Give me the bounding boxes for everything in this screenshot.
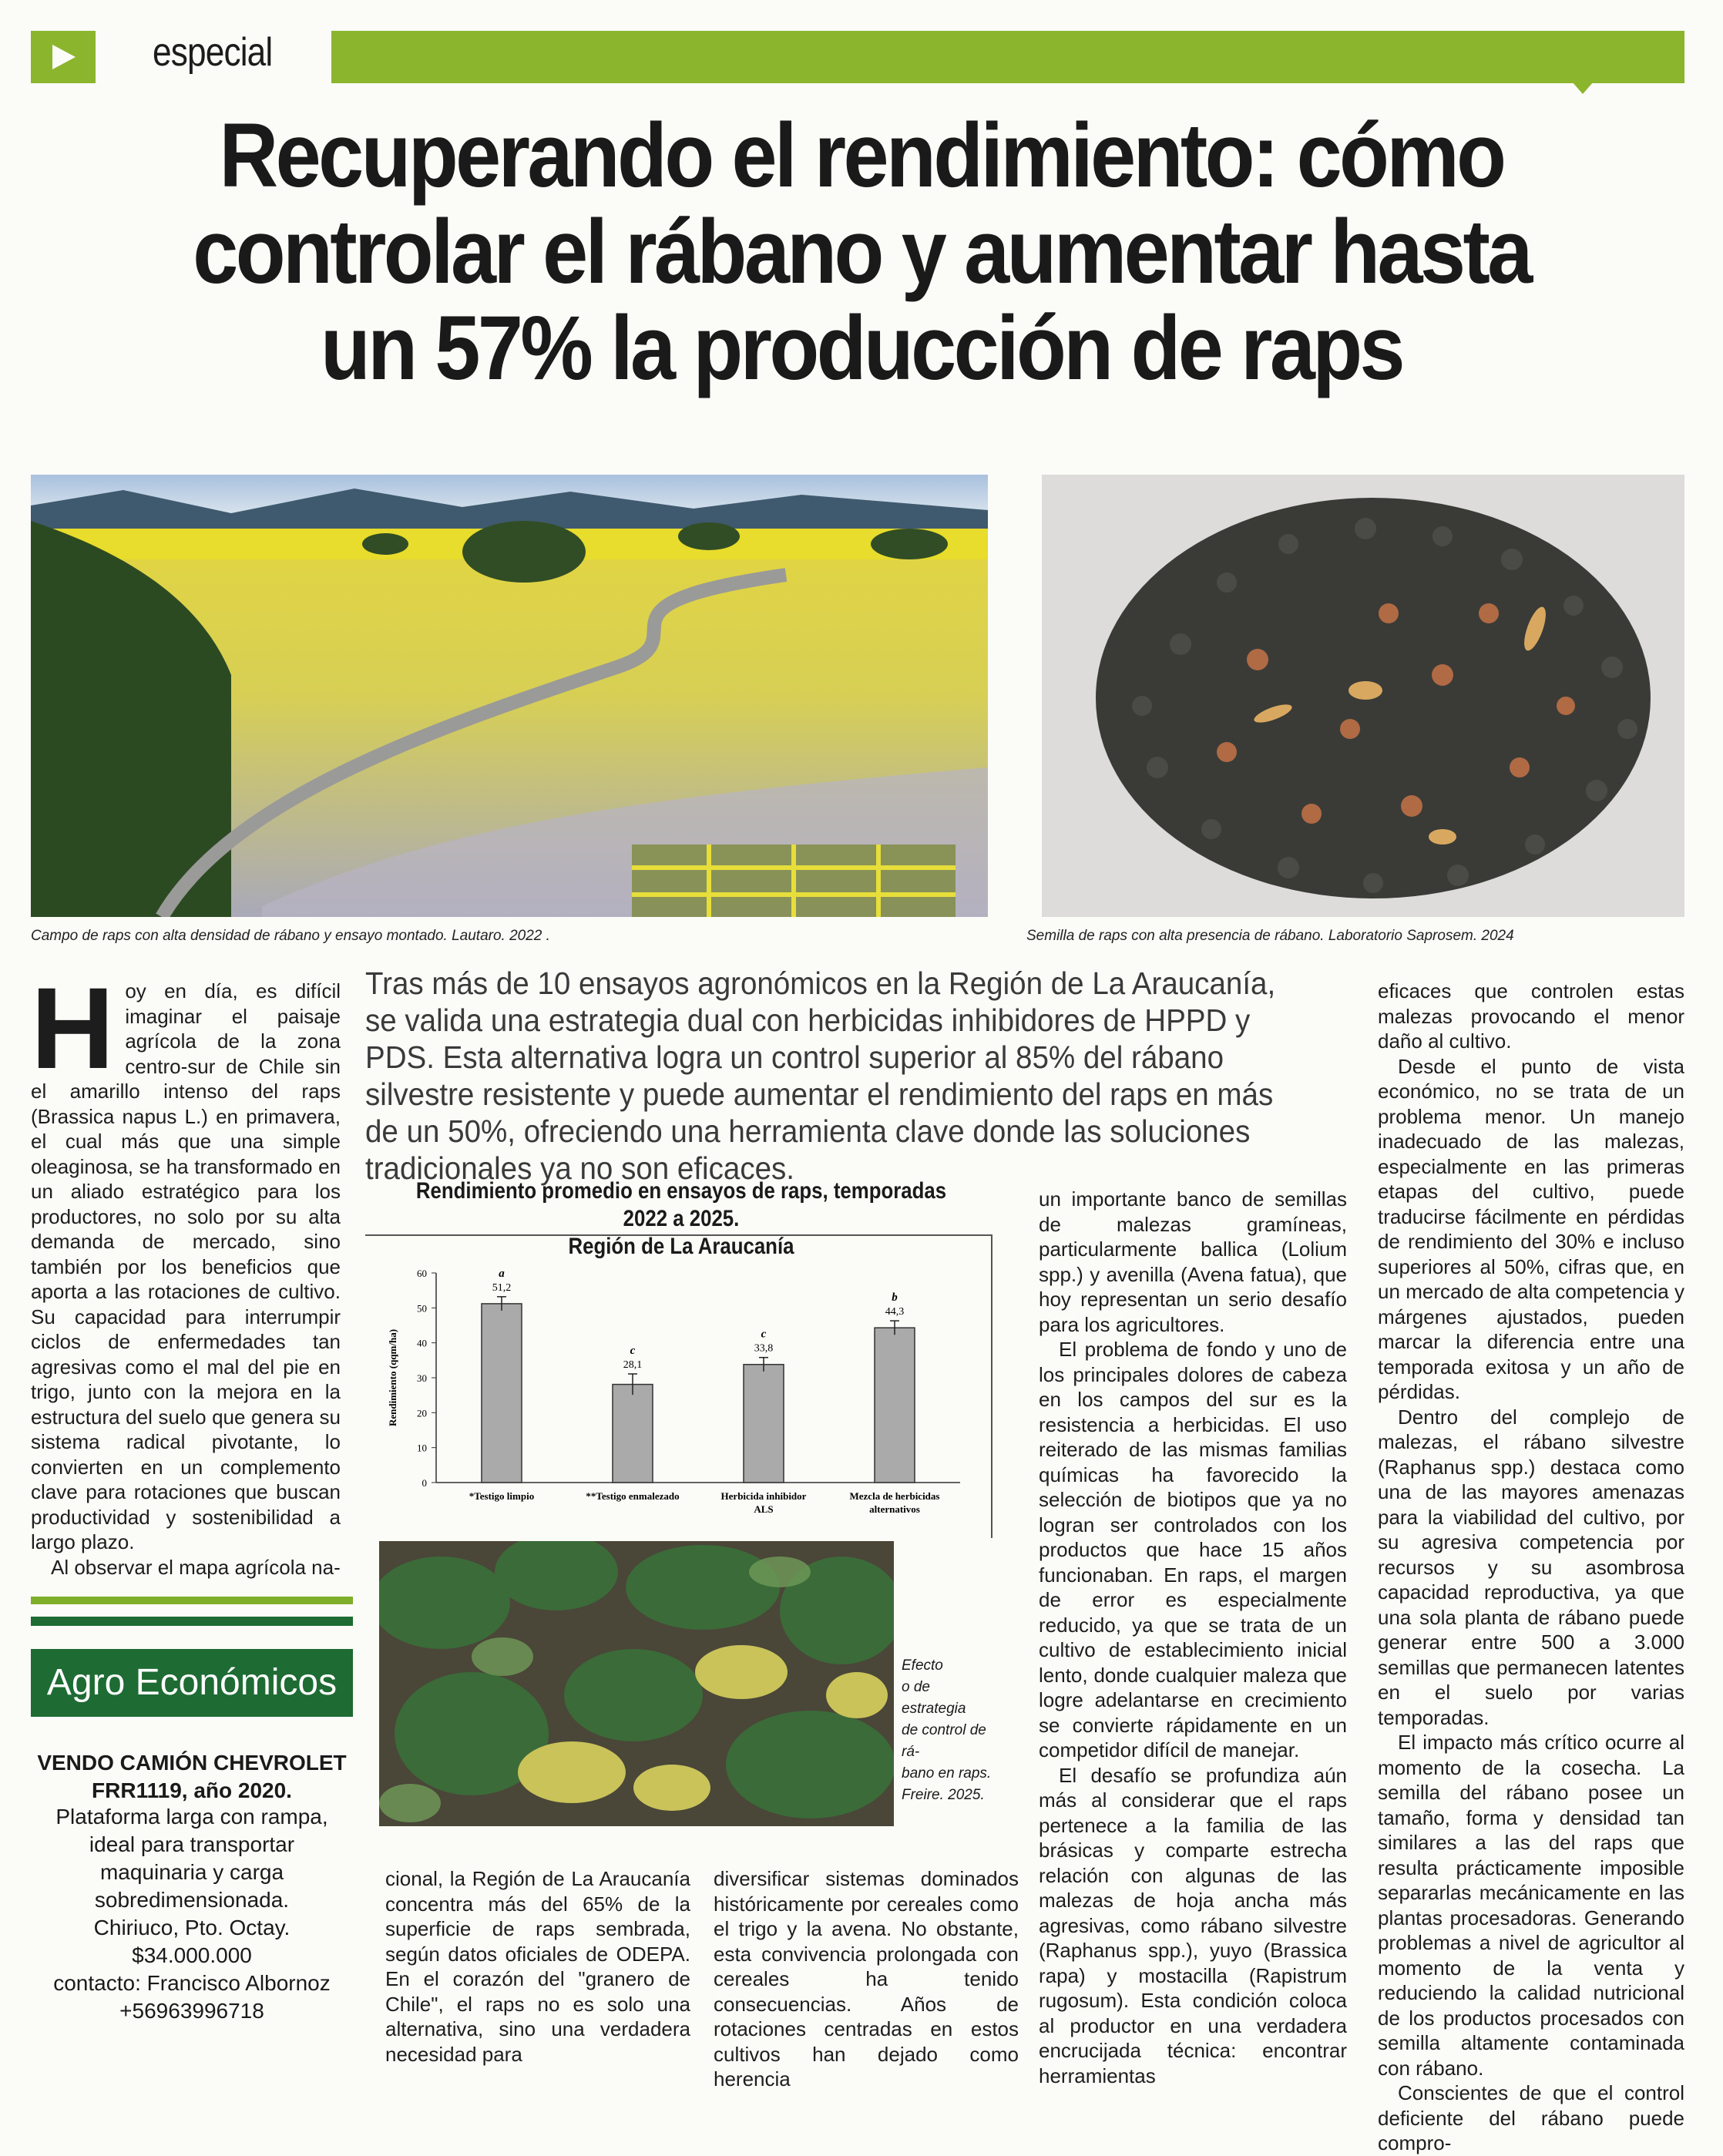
ad-heading-line: VENDO CAMIÓN CHEVROLET — [37, 1751, 347, 1775]
paragraph: diversificar sistemas dominados históricamente por cereales como el trigo y la avena. No obstante, esta convivencia prolongada con cereales ha tenido consecuencias. Años de rotaciones centradas en estos cultivos han dejado como herencia — [714, 1867, 1019, 2091]
caption-line: de control de rá- — [902, 1722, 986, 1760]
y-tick-label: 20 — [417, 1407, 427, 1419]
caption-line: o de estrategia — [902, 1679, 966, 1717]
y-tick-label: 50 — [417, 1302, 427, 1315]
caption-line: Freire. 2025. — [902, 1787, 985, 1803]
data-label: 51,2 — [492, 1281, 512, 1294]
significance-letter: c — [630, 1345, 636, 1358]
category-label: ALS — [754, 1503, 774, 1515]
ad-heading — [31, 1749, 353, 1805]
paragraph: cional, la Región de La Araucanía concentra más del 65% de la superficie de raps sembrada, según datos oficiales de ODEPA. En el corazón del "granero de Chile", el raps no es solo una alternativa, sino una verdadera necesidad para — [385, 1867, 690, 2066]
seeds-photo-caption: Semilla de raps con alta presencia de rábano. Laboratorio Saprosem. 2024 — [1026, 928, 1514, 944]
seeds-photo — [1042, 475, 1684, 917]
ad-contact: contacto: Francisco Albornoz — [53, 1971, 331, 1995]
weeds-photo — [379, 1541, 894, 1826]
seeds-illustration — [1042, 475, 1684, 917]
headline-line: controlar el rábano y aumentar hasta — [193, 201, 1530, 303]
data-label: 44,3 — [885, 1306, 905, 1318]
category-label: *Testigo limpio — [469, 1490, 535, 1502]
y-tick-label: 60 — [417, 1268, 427, 1279]
headline-line: Recuperando el rendimiento: cómo — [219, 105, 1504, 207]
paragraph: El impacto más crítico ocurre al momento de la cosecha. La semilla del rábano posee un tamaño, forma y densidad tan similares a las del raps que resulta prácticamente imposible separarlas mecánicamente en las plantas procesadoras. Generando problemas a nivel de agricultor al momento de la venta y reduciendo la calidad nutricional de los productos procesados con semilla altamente contaminada con rábano. — [1378, 1731, 1684, 2080]
data-label: 33,8 — [754, 1342, 774, 1355]
ad-heading-line: FRR1119, año 2020. — [92, 1778, 292, 1802]
ad-line: Chiriuco, Pto. Octay. — [93, 1916, 291, 1939]
ad-rule — [31, 1597, 353, 1604]
paragraph: Conscientes de que el control deficiente del rábano puede compro- — [1378, 2081, 1684, 2154]
paragraph: eficaces que controlen estas malezas provocando el menor daño al cultivo. — [1378, 979, 1684, 1053]
y-tick-label: 10 — [417, 1442, 427, 1454]
ad-phone: +56963996718 — [119, 1999, 264, 2023]
canola-field-photo — [31, 475, 988, 917]
band-notch — [1572, 82, 1594, 94]
paragraph: Al observar el mapa agrícola na- — [51, 1555, 341, 1579]
lead-paragraph: Tras más de 10 ensayos agronómicos en la Región de La Araucanía, se valida una estrategia dual con herbicidas inhibidores de HPPD y PDS. Esta alternativa logra un control superior al 85% del rábano silvestre resistente y puede aumentar el rendimiento del raps en más de un 50%, ofreciendo una herramienta clave donde las soluciones tradicionales ya no son eficaces. — [365, 965, 1276, 1186]
yield-bar-chart — [365, 1234, 991, 1536]
caption-line: bano en raps. — [902, 1765, 992, 1782]
weeds-illustration — [379, 1541, 894, 1826]
weeds-photo-caption — [902, 1655, 994, 1806]
bar — [875, 1328, 915, 1483]
y-tick-label: 40 — [417, 1337, 427, 1349]
drop-cap: H — [31, 963, 115, 1093]
data-label: 28,1 — [623, 1359, 643, 1372]
category-label: alternativos — [869, 1503, 920, 1515]
bar — [482, 1304, 522, 1483]
significance-letter: c — [761, 1328, 767, 1341]
article-column-1 — [31, 963, 341, 1580]
article-column-2 — [385, 1866, 690, 2067]
paragraph: Desde el punto de vista económico, no se trata de un problema menor. Un manejo inadecuado de las malezas, especialmente en las primeras etapas del cultivo, puede traducirse fácilmente en pérdidas de rendimiento del 30% e incluso superiores al 50%, cifras que, en un mercado de alta competencia y márgenes ajustados, pueden marcar la diferencia entre una temporada exitosa y un año de pérdidas. — [1378, 1054, 1684, 1403]
field-photo-caption: Campo de raps con alta densidad de rábano y ensayo montado. Lautaro. 2022 . — [31, 928, 550, 944]
article-column-3 — [714, 1866, 1019, 2092]
ad-line: ideal para transportar — [89, 1832, 295, 1856]
headline-line: un 57% la producción de raps — [320, 297, 1403, 399]
ad-line: Plataforma larga con rampa, — [55, 1805, 328, 1829]
classifieds-banner: Agro Económicos — [31, 1649, 353, 1717]
ad-body — [31, 1803, 353, 2025]
category-label: **Testigo enmalezado — [586, 1490, 680, 1502]
paragraph: oy en día, es difícil imaginar el paisaje agrícola de la zona centro-sur de Chile sin el amarillo intenso del raps (Brassica napus L.) en primavera, el cual más que una simple oleaginosa, se ha transformado en un aliado estratégico para los productores, no solo por su alta demanda de mercado, sino también por los beneficios que aporta a las rotaciones de cultivo. Su capacidad para interrumpir ciclos de enfermedades tan agresivas como el mal del pie en trigo, junto con la mejora en la estructura del suelo que genera su sistema radical pivotante, lo convierten en un complemento clave para rotaciones que buscan productividad y sostenibilidad a largo plazo. — [31, 979, 341, 1553]
category-label: Mezcla de herbicidas — [849, 1490, 940, 1502]
paragraph: Dentro del complejo de malezas, el rábano silvestre (Raphanus spp.) destaca como una de las mayores amenazas para la viabilidad del cultivo, por su agresiva competencia por recursos y su asombrosa capacidad reproductiva, ya que una sola planta de rábano puede generar entre 500 a 3.000 semillas que permanecen latentes en el suelo por varias temporadas. — [1378, 1405, 1684, 1729]
article-column-4 — [1039, 1187, 1347, 2088]
y-tick-label: 0 — [422, 1477, 427, 1489]
bar — [613, 1385, 653, 1483]
significance-letter: a — [499, 1267, 505, 1280]
paragraph: El problema de fondo y uno de los principales dolores de cabeza en los campos del sur es la resistencia a herbicidas. El uso reiterado de las mismas familias químicas ha favorecido la selección de biotipos que ya no logran ser controlados con los productos que hace 15 años funcionaban. En raps, el margen de error es especialmente reducido, ya que se trata de un cultivo de establecimiento inicial lento, donde cualquier maleza que logre adelantarse en crecimiento se convierte rápidamente en un competidor difícil de manejar. — [1039, 1338, 1347, 1761]
paragraph: un importante banco de semillas de malezas gramíneas, particularmente ballica (Lolium spp.) y avenilla (Avena fatua), que hoy representan un serio desafío para los agricultores. — [1039, 1187, 1347, 1336]
ad-line: maquinaria y carga — [99, 1860, 284, 1884]
section-band — [331, 31, 1684, 83]
category-label: Herbicida inhibidor — [720, 1490, 807, 1502]
section-label: especial — [153, 30, 273, 75]
ad-line: sobredimensionada. — [94, 1888, 290, 1912]
y-tick-label: 30 — [417, 1372, 427, 1384]
headline — [170, 105, 1553, 399]
section-arrow-icon — [31, 31, 96, 83]
paragraph: El desafío se profundiza aún más al considerar que el raps pertenece a la familia de las brásicas y comparte estrecha relación con algunas de las malezas de hoja ancha más agresivas, como rábano silvestre (Raphanus spp.), yuyo (Brassica rapa) y mostacilla (Rapistrum rugosum). Esta condición coloca al productor en una verdadera encrucijada técnica: encontrar herramientas — [1039, 1763, 1347, 2087]
ad-rule — [31, 1617, 353, 1626]
significance-letter: b — [892, 1291, 898, 1305]
chart-title-text: Rendimiento promedio en ensayos de raps, temporadas 2022 a 2025. — [415, 1178, 947, 1231]
canola-field-illustration — [31, 475, 988, 917]
y-axis-label: Rendimiento (qqm/ha) — [387, 1328, 398, 1427]
bar — [744, 1365, 784, 1483]
ad-price: $34.000.000 — [132, 1943, 252, 1967]
article-column-5 — [1378, 979, 1684, 2156]
chart-subtitle: Región de La Araucanía — [568, 1234, 794, 1259]
caption-line: Efecto — [902, 1657, 943, 1674]
